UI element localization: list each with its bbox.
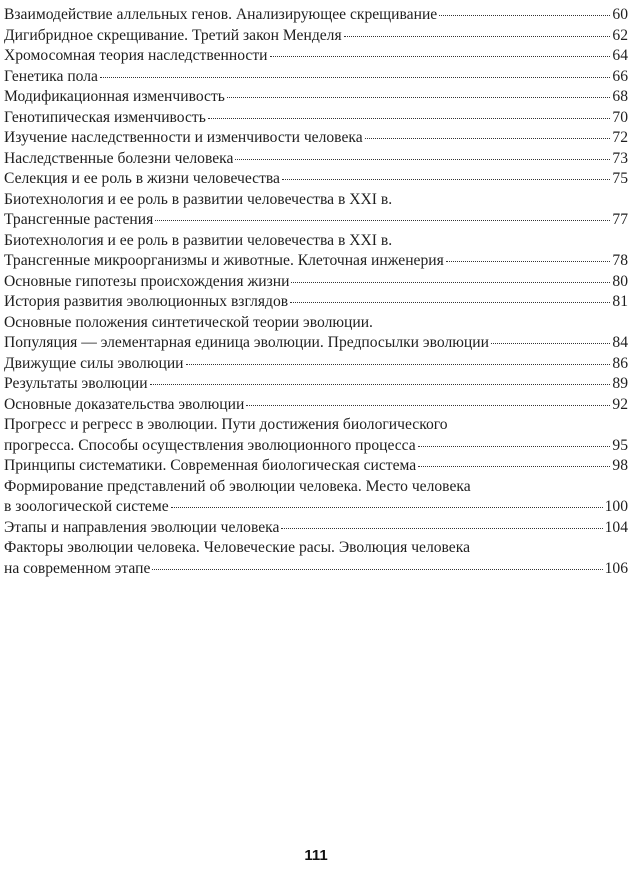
toc-page-number: 60 <box>612 6 628 23</box>
dot-leader <box>186 364 611 365</box>
toc-entry-line <box>4 128 628 149</box>
dot-leader <box>365 138 611 139</box>
toc-page-number: 81 <box>612 293 628 310</box>
toc-entry <box>4 231 628 272</box>
toc-entry-title: Основные положения синтетической теории эволюции. <box>4 313 373 331</box>
toc-entry-title: Модификационная изменчивость <box>4 88 225 105</box>
toc-entry-line <box>4 5 628 26</box>
toc-entry-line <box>4 108 628 129</box>
dot-leader <box>155 220 610 221</box>
toc-entry <box>4 354 628 375</box>
page-number: 111 <box>304 847 328 864</box>
dot-leader <box>491 343 610 344</box>
toc-page-number: 95 <box>612 436 628 454</box>
table-of-contents <box>4 5 628 579</box>
toc-entry-line <box>4 456 628 477</box>
toc-entry-title: Биотехнология и ее роль в развитии человечества в XXI в. <box>4 231 393 249</box>
toc-entry-line <box>4 313 628 334</box>
toc-entry-line <box>4 169 628 190</box>
toc-entry-title: Движущие силы эволюции <box>4 354 184 372</box>
toc-entry <box>4 190 628 231</box>
dot-leader <box>152 569 602 570</box>
toc-entry <box>4 108 628 129</box>
dot-leader <box>246 405 610 406</box>
toc-entry-title: Генотипическая изменчивость <box>4 108 206 126</box>
toc-entry-title: на современном этапе <box>4 559 151 577</box>
toc-page-number: 78 <box>612 252 628 269</box>
toc-entry <box>4 5 628 26</box>
toc-entry-title: Прогресс и регресс в эволюции. Пути достижения биологического <box>4 416 448 433</box>
toc-entry-title: Основные доказательства эволюции <box>4 395 245 413</box>
toc-entry-title: Изучение наследственности и изменчивости человека <box>4 129 363 146</box>
toc-page-number: 86 <box>612 354 628 372</box>
toc-entry <box>4 272 628 293</box>
dot-leader <box>100 77 610 78</box>
toc-entry-line <box>4 87 628 108</box>
toc-entry-line <box>4 333 628 354</box>
toc-page-number: 77 <box>612 211 628 228</box>
toc-entry-title: Хромосомная теория наследственности <box>4 47 268 64</box>
toc-entry-title: Этапы и направления эволюции человека <box>4 518 280 536</box>
toc-entry <box>4 149 628 170</box>
toc-entry <box>4 374 628 395</box>
dot-leader <box>227 97 611 98</box>
toc-entry-title: Наследственные болезни человека <box>4 149 234 167</box>
toc-entry-title: Селекция и ее роль в жизни человечества <box>4 170 280 187</box>
toc-entry <box>4 87 628 108</box>
toc-entry-line <box>4 436 628 457</box>
toc-entry <box>4 395 628 416</box>
dot-leader <box>291 282 610 283</box>
dot-leader <box>150 384 611 385</box>
toc-entry-title: прогресса. Способы осуществления эволюционного процесса <box>4 436 416 454</box>
toc-entry-line <box>4 26 628 47</box>
dot-leader <box>439 15 610 16</box>
toc-entry <box>4 415 628 456</box>
toc-entry-line <box>4 292 628 313</box>
dot-leader <box>446 261 611 262</box>
dot-leader <box>235 159 610 160</box>
toc-entry-line <box>4 251 628 272</box>
toc-entry-title: Биотехнология и ее роль в развитии человечества в XXI в. <box>4 190 393 208</box>
toc-page-number: 98 <box>612 457 628 474</box>
toc-entry <box>4 169 628 190</box>
toc-entry-title: Генетика пола <box>4 67 98 85</box>
toc-entry-line <box>4 67 628 88</box>
toc-page-number: 104 <box>604 518 628 536</box>
toc-entry-title: Трансгенные микроорганизмы и животные. Клеточная инженерия <box>4 252 444 269</box>
toc-entry-title: Взаимодействие аллельных генов. Анализирующее скрещивание <box>4 6 438 23</box>
toc-page-number: 68 <box>612 88 628 105</box>
toc-entry-line <box>4 210 628 231</box>
toc-entry-title: Формирование представлений об эволюции человека. Место человека <box>4 477 471 495</box>
dot-leader <box>281 528 602 529</box>
toc-entry-line <box>4 395 628 416</box>
toc-page-number: 70 <box>612 108 628 126</box>
toc-entry-line <box>4 538 628 559</box>
toc-page-number: 106 <box>604 559 628 577</box>
dot-leader <box>344 36 611 37</box>
toc-entry <box>4 538 628 579</box>
toc-page-number: 73 <box>612 149 628 167</box>
dot-leader <box>208 118 611 119</box>
toc-entry-line <box>4 46 628 67</box>
toc-entry-title: Дигибридное скрещивание. Третий закон Менделя <box>4 26 342 44</box>
toc-entry-line <box>4 190 628 211</box>
toc-entry <box>4 46 628 67</box>
dot-leader <box>282 179 610 180</box>
toc-entry <box>4 292 628 313</box>
dot-leader <box>171 507 603 508</box>
toc-page-number: 84 <box>612 334 628 351</box>
toc-entry-line <box>4 477 628 498</box>
toc-entry <box>4 456 628 477</box>
toc-page-number: 64 <box>612 47 628 64</box>
dot-leader <box>418 446 611 447</box>
toc-entry <box>4 26 628 47</box>
toc-page-number: 92 <box>612 395 628 413</box>
toc-page-number: 80 <box>612 272 628 290</box>
toc-entry-line <box>4 518 628 539</box>
toc-entry-title: в зоологической системе <box>4 498 169 515</box>
toc-entry <box>4 518 628 539</box>
toc-page-number: 100 <box>604 498 628 515</box>
toc-entry-title: Популяция — элементарная единица эволюции. Предпосылки эволюции <box>4 334 489 351</box>
toc-entry-title: Основные гипотезы происхождения жизни <box>4 272 290 290</box>
toc-page-number: 89 <box>612 375 628 392</box>
toc-entry <box>4 477 628 518</box>
toc-page-number: 62 <box>612 26 628 44</box>
toc-entry-line <box>4 231 628 252</box>
toc-entry-title: Трансгенные растения <box>4 211 154 228</box>
toc-entry-line <box>4 354 628 375</box>
toc-entry-line <box>4 272 628 293</box>
toc-entry-title: История развития эволюционных взглядов <box>4 293 289 310</box>
toc-entry <box>4 67 628 88</box>
dot-leader <box>270 56 611 57</box>
dot-leader <box>418 466 610 467</box>
toc-entry-line <box>4 374 628 395</box>
dot-leader <box>290 302 610 303</box>
toc-entry-line <box>4 415 628 436</box>
toc-entry-title: Факторы эволюции человека. Человеческие расы. Эволюция человека <box>4 539 470 556</box>
toc-entry-line <box>4 497 628 518</box>
toc-entry <box>4 128 628 149</box>
toc-page-number: 75 <box>612 170 628 187</box>
toc-entry-title: Результаты эволюции <box>4 375 148 392</box>
toc-page-number: 66 <box>612 67 628 85</box>
toc-entry-line <box>4 149 628 170</box>
toc-entry-line <box>4 559 628 580</box>
toc-entry <box>4 313 628 354</box>
toc-entry-title: Принципы систематики. Современная биологическая система <box>4 457 417 474</box>
toc-page-number: 72 <box>612 129 628 146</box>
